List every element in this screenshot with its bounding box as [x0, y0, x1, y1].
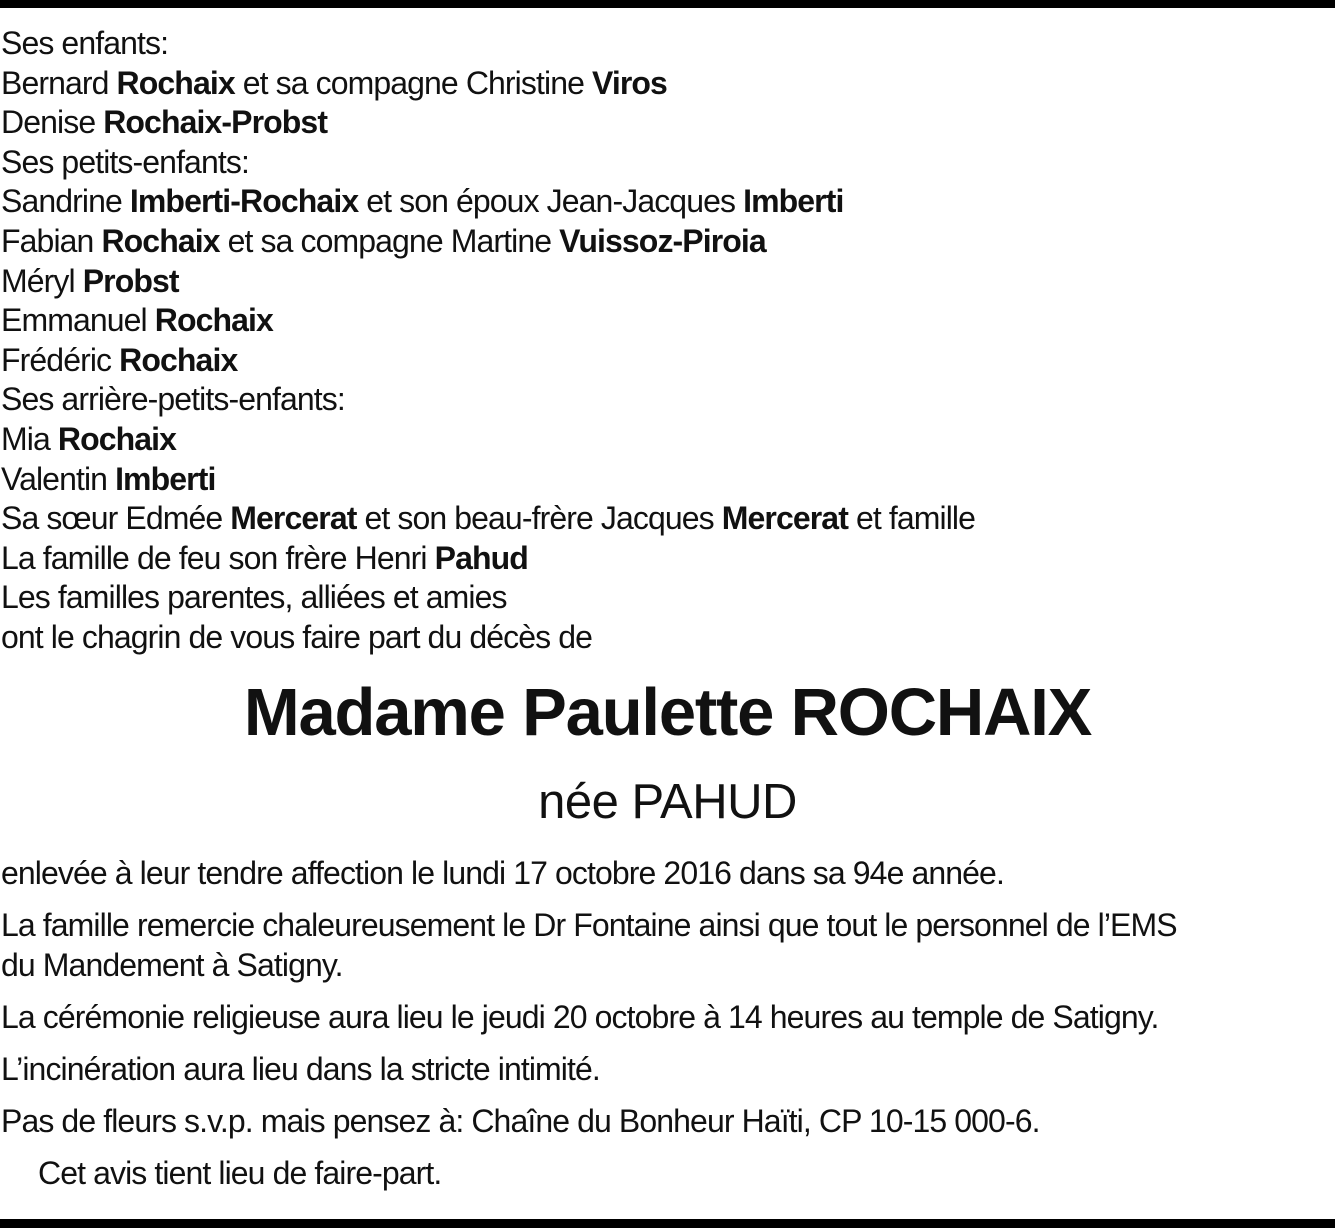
- family-text: Bernard: [1, 64, 117, 101]
- family-text: Emmanuel: [1, 302, 155, 339]
- family-surname: Probst: [82, 262, 179, 299]
- family-text: Les familles parentes, alliées et amies: [1, 579, 507, 616]
- family-list: [1, 24, 1331, 658]
- family-surname: Viros: [591, 64, 667, 101]
- family-line: [1, 182, 1331, 222]
- family-surname: Rochaix: [57, 420, 177, 457]
- family-line: [1, 380, 1331, 420]
- family-surname: Imberti: [743, 183, 844, 220]
- maiden-name: née PAHUD: [538, 775, 797, 829]
- family-text: Ses enfants:: [1, 25, 169, 61]
- family-text: et sa compagne Christine: [234, 64, 592, 101]
- family-surname: Imberti-Rochaix: [129, 183, 359, 220]
- family-text: Ses arrière-petits-enfants:: [1, 381, 345, 418]
- family-line: [1, 143, 1331, 183]
- family-line: [1, 64, 1331, 104]
- bottom-border-rule: [0, 1219, 1335, 1228]
- family-line: [1, 341, 1331, 381]
- family-text: La famille de feu son frère Henri: [1, 539, 435, 576]
- deceased-name: Madame Paulette ROCHAIX: [243, 675, 1092, 750]
- incineration-text: L’incinération aura lieu dans la stricte intimité.: [1, 1051, 600, 1087]
- family-text: ont le chagrin de vous faire part du décès de: [1, 618, 593, 655]
- family-text: Valentin: [1, 460, 116, 497]
- notice-text: Cet avis tient lieu de faire-part.: [38, 1155, 442, 1191]
- family-line: [1, 578, 1331, 618]
- family-line: [1, 420, 1331, 460]
- family-line: [1, 103, 1331, 143]
- death-notice-text: enlevée à leur tendre affection le lundi 17 octobre 2016 dans sa 94e année.: [1, 855, 1004, 891]
- family-text: Sandrine: [1, 183, 130, 220]
- family-line: [1, 301, 1331, 341]
- family-line: [1, 499, 1331, 539]
- family-text: Sa sœur Edmée: [1, 500, 231, 537]
- family-text: Mia: [1, 420, 58, 457]
- family-text: Denise: [1, 104, 104, 141]
- ceremony-text: La cérémonie religieuse aura lieu le jeudi 20 octobre à 14 heures au temple de Satigny.: [1, 999, 1159, 1035]
- family-line: [1, 618, 1331, 658]
- family-surname: Pahud: [434, 539, 528, 576]
- family-line: [1, 539, 1331, 579]
- family-surname: Imberti: [115, 460, 216, 497]
- family-line: [1, 262, 1331, 302]
- family-surname: Rochaix-Probst: [103, 104, 328, 141]
- family-text: Ses petits-enfants:: [1, 143, 249, 180]
- family-surname: Vuissoz-Piroia: [559, 222, 766, 259]
- top-border-rule: [0, 0, 1335, 8]
- family-surname: Rochaix: [119, 341, 238, 378]
- family-text: Fabian: [1, 222, 102, 259]
- family-text: et son beau-frère Jacques: [356, 500, 722, 537]
- family-line: [1, 222, 1331, 262]
- thanks-line: du Mandement à Satigny.: [1, 947, 343, 983]
- family-surname: Rochaix: [101, 222, 220, 259]
- family-text: et son époux Jean-Jacques: [358, 183, 744, 220]
- flowers-text: Pas de fleurs s.v.p. mais pensez à: Chaîne du Bonheur Haïti, CP 10-15 000-6.: [1, 1103, 1040, 1139]
- family-surname: Rochaix: [116, 64, 235, 101]
- family-text: Frédéric: [1, 341, 120, 378]
- family-surname: Mercerat: [230, 500, 357, 537]
- family-line: [1, 460, 1331, 500]
- thanks-paragraph: [1, 905, 1335, 985]
- family-text: et famille: [847, 500, 976, 537]
- family-surname: Mercerat: [721, 500, 848, 537]
- thanks-line: La famille remercie chaleureusement le Dr Fontaine ainsi que tout le personnel de l’EMS: [1, 907, 1177, 943]
- family-text: Méryl: [1, 262, 83, 299]
- family-line: [1, 24, 1331, 64]
- family-text: et sa compagne Martine: [219, 222, 560, 259]
- family-surname: Rochaix: [154, 302, 273, 339]
